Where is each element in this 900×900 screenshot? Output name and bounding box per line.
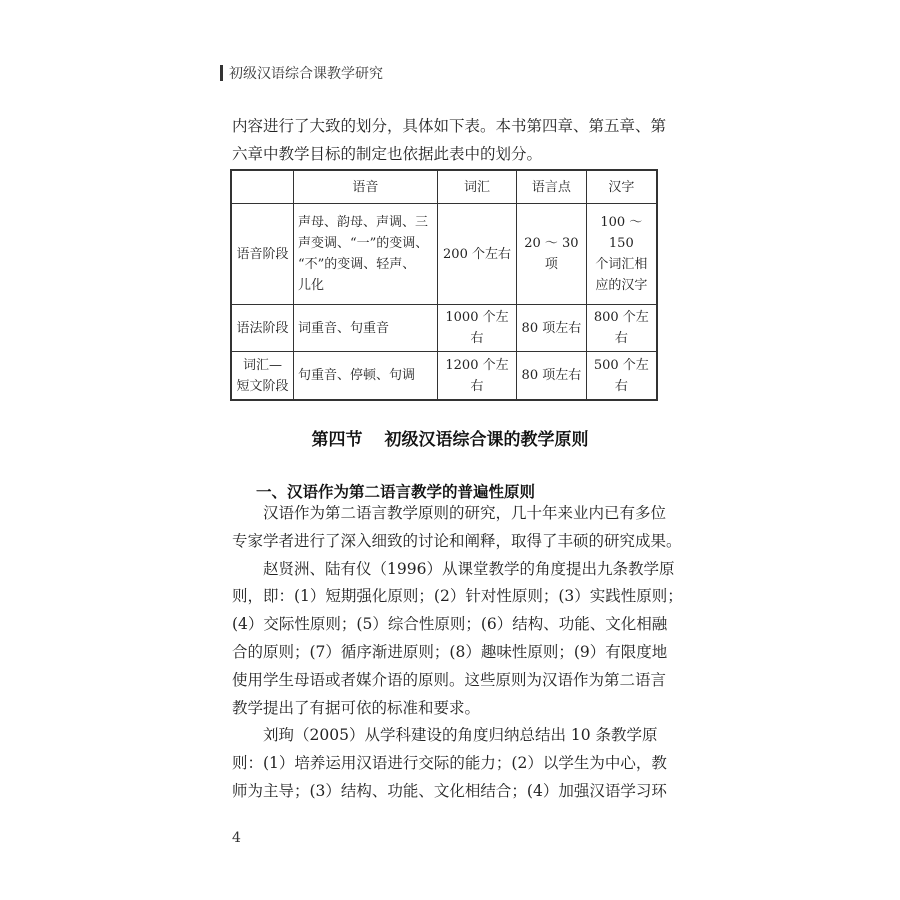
section-title-text: 初级汉语综合课的教学原则 — [384, 430, 589, 450]
body-line: 则，即：(1）短期强化原则；(2）针对性原则；(3）实践性原则； — [232, 587, 683, 606]
cell-line: “不”的变调、轻声、 — [297, 257, 416, 272]
cell-line: 声母、韵母、声调、三 — [297, 215, 428, 230]
stage-cell — [231, 204, 293, 305]
phonetics-cell — [293, 352, 437, 401]
section-heading — [0, 425, 900, 450]
header-title: 初级汉语综合课教学研究 — [229, 66, 383, 82]
cell-line: 词重音、句重音 — [297, 320, 389, 336]
page-number: 4 — [232, 830, 241, 846]
cell-line: 语法阶段 — [236, 320, 289, 336]
stage-cell — [231, 305, 293, 352]
characters-cell — [586, 305, 657, 352]
cell-line: 100 ～ 150 — [600, 215, 643, 251]
table-row — [231, 204, 657, 305]
table-header-cell: 语音 — [293, 170, 437, 204]
cell-line: 个词汇相 — [595, 257, 648, 272]
body-line: 则：(1）培养运用汉语进行交际的能力；(2）以学生为中心，教 — [232, 754, 667, 773]
vocabulary-cell: 200 个左右 — [437, 204, 516, 305]
phonetics-cell — [293, 305, 437, 352]
table-header-cell: 词汇 — [437, 170, 516, 204]
body-line: 合的原则；(7）循序渐进原则；(8）趣味性原则；(9）有限度地 — [232, 642, 668, 661]
learning-stage-table — [230, 169, 658, 401]
cell-line: 声变调、“一”的变调、 — [297, 236, 429, 251]
cell-line: 800 个左右 — [593, 310, 649, 346]
phonetics-cell — [293, 204, 437, 305]
section-number: 第四节 — [311, 430, 363, 450]
cell-line: 词汇— — [242, 357, 282, 373]
body-paragraphs — [232, 500, 683, 806]
cell-line: 语音阶段 — [236, 246, 289, 262]
running-header — [220, 63, 383, 83]
body-line: 师为主导；(3）结构、功能、文化相结合；(4）加强汉语学习环 — [232, 781, 667, 800]
header-bar-mark — [220, 65, 223, 81]
grammar-cell: 20 ～ 30 项 — [517, 204, 587, 305]
vocabulary-cell: 1200 个左右 — [437, 352, 516, 401]
body-line: 教学提出了有据可依的标准和要求。 — [232, 698, 481, 717]
cell-line: 儿化 — [297, 278, 324, 293]
cell-line: 短文阶段 — [236, 378, 289, 394]
table-header-cell — [231, 170, 293, 204]
table-header-cell: 语言点 — [517, 170, 587, 204]
body-line: (4）交际性原则；(5）综合性原则；(6）结构、功能、文化相融 — [232, 615, 668, 634]
cell-line: 句重音、停顿、句调 — [297, 368, 415, 383]
vocabulary-cell: 1000 个左右 — [437, 305, 516, 352]
body-line: 汉语作为第二语言教学原则的研究，几十年来业内已有多位 — [263, 504, 667, 522]
body-line: 专家学者进行了深入细致的讨论和阐释，取得了丰硕的研究成果。 — [232, 531, 682, 550]
body-line: 刘珣（2005）从学科建设的角度归纳总结出 10 条教学原 — [263, 726, 658, 745]
cell-line: 应的汉字 — [595, 278, 648, 293]
cell-line: 500 个左右 — [593, 357, 649, 394]
table-row — [231, 305, 657, 352]
table-header-row — [231, 170, 657, 204]
intro-paragraph — [232, 113, 666, 169]
characters-cell — [586, 204, 657, 305]
characters-cell — [586, 352, 657, 401]
table-row — [231, 352, 657, 401]
subsection-heading: 一、汉语作为第二语言教学的普遍性原则 — [256, 483, 536, 501]
body-line: 赵贤洲、陆有仪（1996）从课堂教学的角度提出九条教学原 — [263, 559, 675, 578]
stage-cell — [231, 352, 293, 401]
grammar-cell: 80 项左右 — [517, 352, 587, 401]
intro-line: 六章中教学目标的制定也依据此表中的划分。 — [232, 144, 543, 163]
table-header-cell: 汉字 — [586, 170, 657, 204]
grammar-cell: 80 项左右 — [517, 305, 587, 352]
body-line: 使用学生母语或者媒介语的原则。这些原则为汉语作为第二语言 — [232, 670, 667, 689]
intro-line: 内容进行了大致的划分，具体如下表。本书第四章、第五章、第 — [232, 117, 667, 135]
